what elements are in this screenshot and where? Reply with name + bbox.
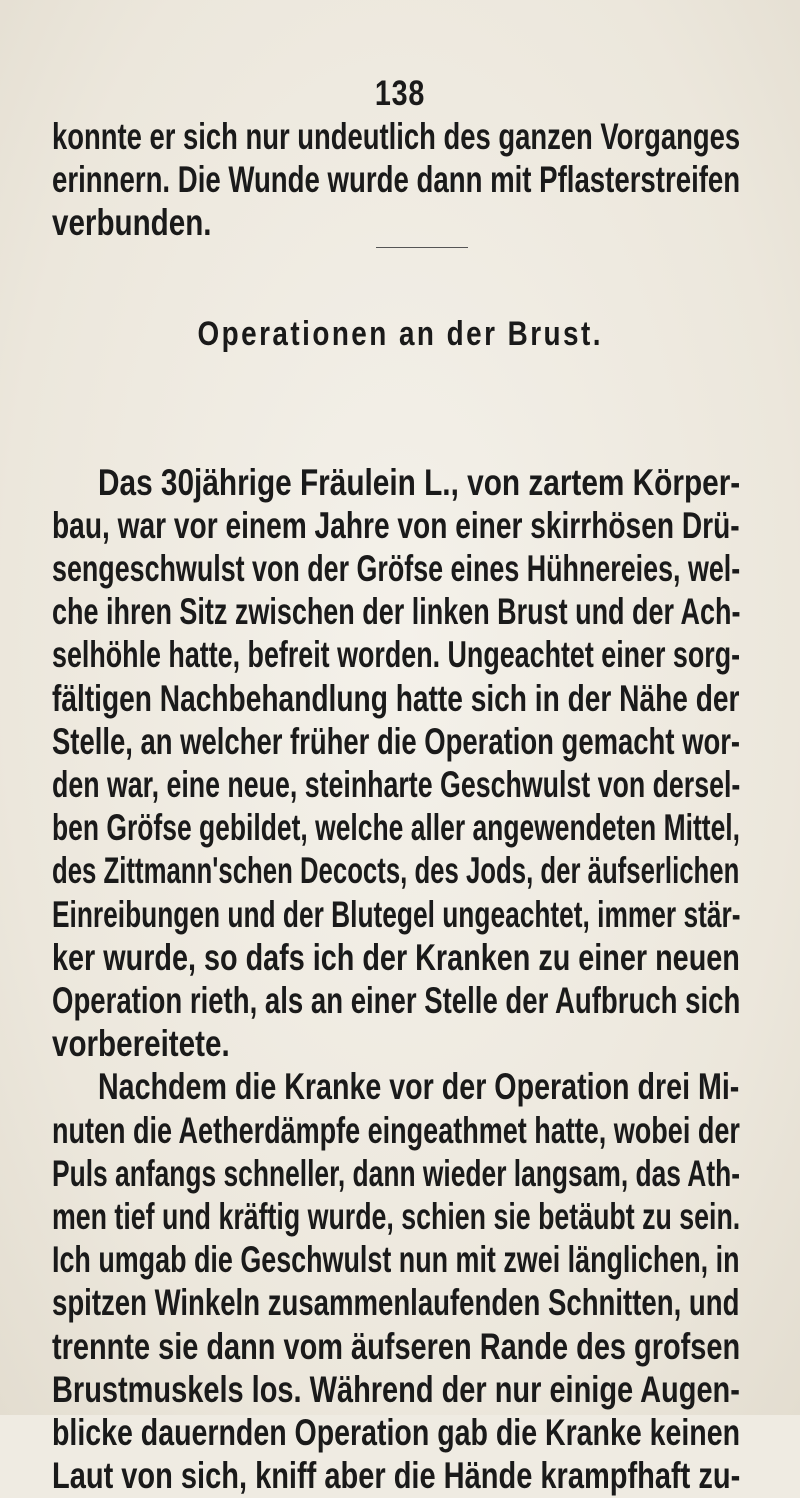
text-line: verbunden. [52,202,212,244]
text-line: Ich umgab die Geschwulst nun mit zwei länglichen, in [52,1239,740,1281]
text-line: konnte er sich nur undeutlich des ganzen Vorganges [52,116,741,157]
text-line: Operation rieth, als an einer Stelle der Aufbruch sich [52,980,741,1021]
text-line: selhöhle hatte, befreit worden. Ungeachtet einer sorg- [52,634,741,676]
text-line: den war, eine neue, steinharte Geschwulst von dersel- [52,764,741,805]
text-line: bau, war vor einem Jahre von einer skirrhösen Drü- [52,504,740,546]
text-line: erinnern. Die Wunde wurde dann mit Pflasterstreifen [52,159,741,201]
page-number: 138 [374,74,426,113]
text-line: Einreibungen und der Blutegel ungeachtet, immer stär- [52,893,741,935]
text-line: spitzen Winkeln zusammenlaufenden Schnitten, und [52,1282,740,1324]
text-line: vorbereitete. [52,1023,230,1065]
text-line: fältigen Nachbehandlung hatte sich in der Nähe der [52,677,740,719]
section-heading: Operationen an der Brust. [197,314,603,353]
text-line: sengeschwulst von der Gröfse eines Hühnereies, wel- [52,548,741,589]
text-line: blicke dauernden Operation gab die Kranke keinen [52,1412,741,1453]
text-line: men tief und kräftig wurde, schien sie betäubt zu sein. [52,1196,741,1237]
text-line: Das 30jährige Fräulein L., von zartem Körper- [98,461,741,503]
text-line: ker wurde, so dafs ich der Kranken zu einer neuen [52,936,740,978]
section-divider [376,247,468,248]
text-line: Stelle, an welcher früher die Operation gemacht wor- [52,720,741,762]
text-line: Puls anfangs schneller, dann wieder langsam, das Ath- [52,1152,741,1194]
text-line: Nachdem die Kranke vor der Operation drei Mi- [98,1066,740,1108]
text-line: che ihren Sitz zwischen der linken Brust und der Ach- [52,591,741,633]
text-line: Brustmuskels los. Während der nur einige Augen- [52,1368,740,1410]
text-line: nuten die Aetherdämpfe eingeathmet hatte, wobei der [52,1109,740,1151]
text-line: des Zittmann'schen Decocts, des Jods, der äufserlichen [52,850,740,892]
text-line: ben Gröfse gebildet, welche aller angewendeten Mittel, [52,807,740,849]
text-line: trennte sie dann vom äufseren Rande des grofsen [52,1325,741,1367]
text-line: Laut von sich, kniff aber die Hände krampfhaft zu- [52,1455,741,1497]
